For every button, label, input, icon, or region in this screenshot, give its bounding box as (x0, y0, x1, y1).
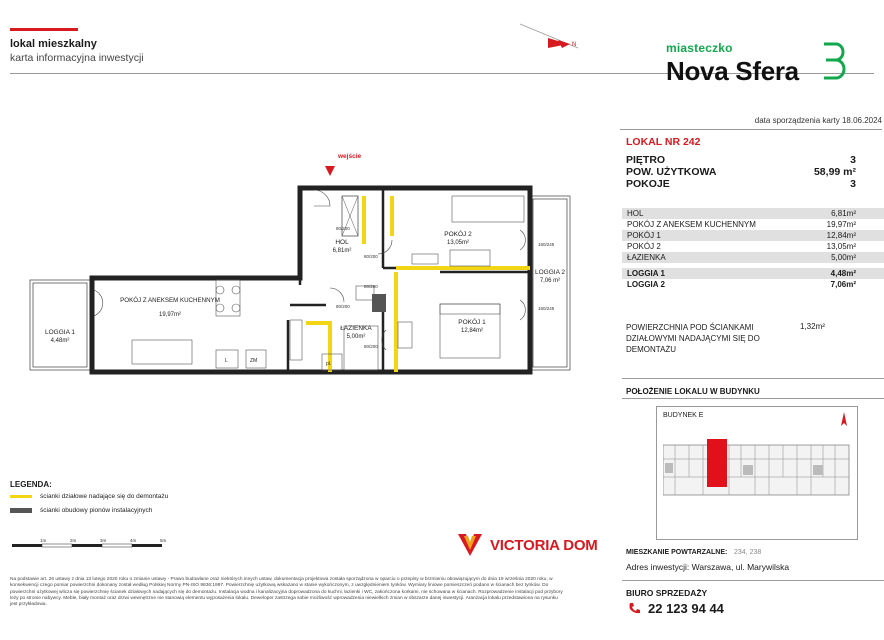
sales-phone[interactable]: 22 123 94 44 (648, 601, 724, 616)
room-row: ŁAZIENKA 5,00m² (622, 252, 884, 263)
rooms-table (622, 208, 884, 290)
scale-label: 5m (160, 538, 167, 543)
developer-logo (456, 532, 598, 558)
document-subtitle: karta informacyjna inwestycji (10, 52, 144, 64)
room-row: HOL 6,81m² (622, 208, 884, 219)
room-area-aneks: 19,97m² (158, 312, 182, 318)
brand-logo-b-icon (818, 40, 846, 84)
section-divider (622, 580, 884, 581)
sales-office-title: BIURO SPRZEDAŻY (626, 588, 708, 598)
entrance-label: wejście (338, 153, 362, 160)
room-name-hol: HOL (335, 239, 349, 246)
section-divider (622, 398, 884, 399)
room-row: POKÓJ Z ANEKSEM KUCHENNYM 19,97m² (627, 220, 856, 229)
legend-item-demountable: ścianki działowe nadające się do demontażu (10, 493, 168, 500)
door-size-label: 80/200 (364, 344, 378, 349)
room-area-pokoj1: 12,84m² (460, 328, 484, 334)
legend-title: LEGENDA: (10, 480, 52, 489)
legal-disclaimer: Na podstawie art. 26 ustawy z dnia 13 lutego 2020 roku o zmianie ustawy - Prawo budowlane oraz niektórych innych ustaw, dokumentacja projektowa została sporządzona w oparciu o przepisy w brzmieniu obowiązującym do dnia 19 września 2020 roku, w konsekwencji czego pomiar powierzchni dokonany został według Polskiej Normy PN-ISO 9836:1997. Powierzchnię użytkową wskazano w stanie wykończonym, z uwzględnieniem tynków. Wymiary liniowe pomieszczeń podano w ścianach bez tynków. Do powierzchni użytkowej wlicza się powierzchnię ścianek działowych nadających się do demontażu. Instalacja wodna i kanalizacyjna doprowadzona do kuchni, łazienki i WC, zakończona korkami, nie schowana w ścianach. Rozprowadzenie instalacji pod przybory leży po stronie nabywcy. Meble, biały montaż oraz drzwi wewnętrzne nie stanowią elementu wyposażenia lokalu. Deweloper zastrzega sobie możliwość wprowadzenia niewielkich zmian w obszarze danej inwestycji. Aranżacja lokalu przedstawiona na rysunku jest przykładowa. (10, 577, 563, 608)
repeat-apartments-value: 234, 238 (734, 549, 762, 556)
section-divider (622, 378, 884, 379)
brand-prefix: miasteczko (666, 41, 733, 55)
room-name-pokoj1: POKÓJ 1 (458, 319, 486, 326)
brand-name: Nova Sfera (666, 56, 799, 86)
exterior-walls (92, 188, 530, 372)
dishwasher-label: ZM (250, 358, 258, 364)
legend-item-shafts: ścianki obudowy pionów instalacyjnych (10, 507, 152, 514)
demountable-walls-note: POWIERZCHNIA POD ŚCIANKAMI DZIAŁOWYMI NADAJĄCYMI SIĘ DO DEMONTAŻU (626, 323, 760, 354)
scale-label: 3m (100, 538, 107, 543)
entrance-arrow-icon (325, 166, 335, 176)
room-name-loggia1: LOGGIA 1 (45, 329, 75, 336)
room-name-lazienka: ŁAZIENKA (340, 325, 372, 332)
loggia-row: LOGGIA 2 7,06m² (627, 280, 856, 289)
investment-address: Adres inwestycji: Warszawa, ul. Marywilska (626, 562, 790, 572)
legend-swatch-yellow (10, 495, 32, 498)
room-name-aneks: POKÓJ Z ANEKSEM KUCHENNYM (120, 297, 220, 304)
legend-swatch-gray (10, 508, 32, 513)
door-size-label: 80/200 (364, 284, 378, 289)
fridge-label: L (225, 358, 228, 364)
info-floor: PIĘTRO 3 (626, 154, 856, 166)
developer-name: VICTORIA DOM (490, 536, 598, 554)
loggia-1-outline (30, 280, 90, 370)
building-floorplan-thumbnail (663, 437, 851, 507)
door-size-label: 160/245 (538, 242, 555, 247)
lokal-number: LOKAL NR 242 (626, 136, 701, 148)
scale-bar (12, 538, 172, 550)
phone-icon (628, 602, 640, 615)
demountable-walls (306, 196, 530, 372)
demountable-walls-value: 1,32m² (800, 322, 825, 331)
room-row: POKÓJ 2 13,05m² (627, 242, 856, 251)
room-row: POKÓJ 1 12,84m² (622, 230, 884, 241)
compass-north-icon (518, 22, 582, 52)
building-label: BUDYNEK E (663, 412, 704, 419)
door-size-label: 160/245 (538, 306, 555, 311)
room-name-pokoj2: POKÓJ 2 (444, 231, 472, 238)
loggia-row: LOGGIA 1 4,48m² (622, 268, 884, 279)
scale-label: 1m (40, 538, 47, 543)
door-size-label: 80/200 (336, 304, 350, 309)
card-date: data sporządzenia karty 18.06.2024 (754, 116, 882, 125)
door-size-label: 80/200 (364, 254, 378, 259)
room-area-hol: 6,81m² (332, 248, 352, 254)
washer-label: pl. (326, 361, 332, 367)
room-area-lazienka: 5,00m² (346, 334, 366, 340)
svg-text:N: N (572, 42, 577, 48)
room-area-loggia2: 7,06 m² (539, 278, 561, 284)
location-title: POŁOŻENIE LOKALU W BUDYNKU (626, 387, 760, 396)
victoria-dom-logo-icon (456, 532, 484, 558)
room-name-loggia2: LOGGIA 2 (535, 269, 565, 276)
scale-label: 2m (70, 538, 77, 543)
apartment-floor-plan (20, 140, 600, 380)
room-area-loggia1: 4,48m² (50, 338, 70, 344)
header-accent-bar (10, 28, 78, 31)
date-divider (620, 129, 882, 130)
repeat-apartments-label: MIESZKANIE POWTARZALNE: (626, 549, 728, 556)
scale-label: 4m (130, 538, 137, 543)
building-location-map (656, 406, 858, 540)
door-size-label: 80/200 (336, 226, 350, 231)
info-area: POW. UŻYTKOWA 58,99 m² (626, 166, 856, 178)
room-area-pokoj2: 13,05m² (446, 240, 470, 246)
compass-small-icon (837, 410, 851, 430)
document-title: lokal mieszkalny (10, 38, 97, 50)
info-rooms: POKOJE 3 (626, 178, 856, 190)
